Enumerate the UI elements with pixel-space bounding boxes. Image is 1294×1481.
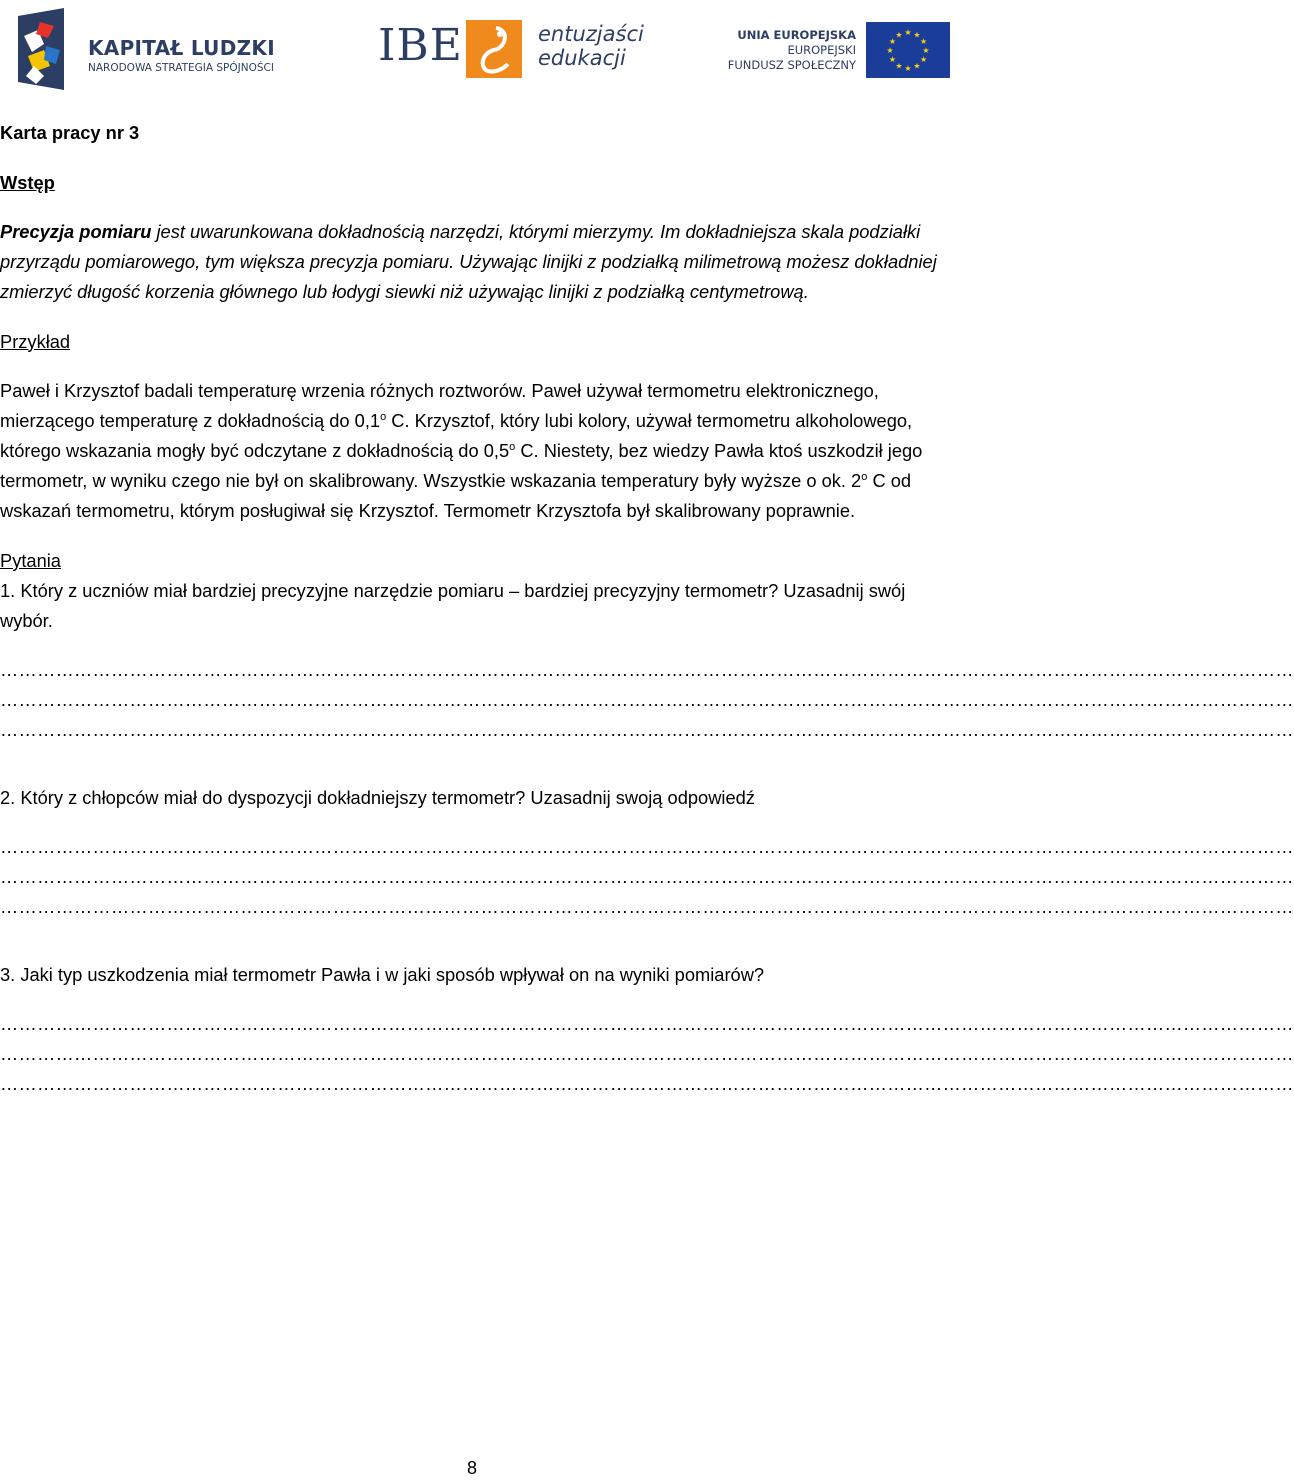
eu-star-icon: ★ [904, 28, 912, 37]
questions-heading: Pytania [0, 549, 61, 571]
ibe-abbreviation: IBE [378, 20, 463, 71]
eu-star-icon: ★ [888, 37, 896, 46]
logo-bar [0, 0, 960, 100]
intro-paragraph [0, 217, 940, 307]
eu-star-icon: ★ [888, 55, 896, 64]
eu-star-icon: ★ [913, 30, 921, 40]
worksheet-content [0, 118, 1294, 1099]
eu-stars-icon [866, 22, 950, 78]
worksheet-title: Karta pracy nr 3 [0, 122, 140, 143]
example-paragraph [0, 376, 940, 526]
answer-line[interactable]: ………………………………………………………………………………………………………………………………………………………………………………………… [0, 1043, 1294, 1064]
eu-star-icon: ★ [913, 61, 921, 71]
kapital-ludzki-emblem-icon [14, 6, 74, 94]
eu-line-1: UNIA EUROPEJSKA [737, 28, 856, 42]
question-1: 1. Który z uczniów miał bardziej precyzyjne narzędzie pomiaru – bardziej precyzyjny termometr? Uzasadnij swój wybór. [0, 579, 906, 631]
answer-line[interactable]: ………………………………………………………………………………………………………………………………………………………………………………………… [0, 1073, 1294, 1094]
kapital-ludzki-title: KAPITAŁ LUDZKI [88, 36, 275, 60]
ibe-orange-square [466, 20, 522, 78]
eu-star-icon: ★ [922, 46, 930, 55]
eu-star-icon: ★ [904, 64, 912, 73]
eu-star-icon: ★ [895, 61, 903, 71]
eu-line-3: FUNDUSZ SPOŁECZNY [727, 58, 856, 72]
example-heading: Przykład [0, 330, 71, 352]
example-text-part-3: C. Niestety, bez wiedzy Pawła ktoś uszkodził jego termometr, w wyniku czego nie był on skalibrowany. Wszystkie wskazania temperatury były wyższe o ok. 2 [0, 440, 923, 491]
eu-logo [727, 22, 950, 80]
example-text-part-4: C od wskazań termometru, którym posługiwał się Krzysztof. Termometr Krzysztofa był skalibrowany poprawnie. [0, 470, 912, 521]
kapital-ludzki-logo [14, 6, 276, 94]
ibe-name-line1: entuzjaści [538, 22, 644, 46]
degree-mark: o [509, 440, 516, 453]
example-text-part-1: Paweł i Krzysztof badali temperaturę wrzenia różnych roztworów. Paweł używał termometru elektronicznego, mierzącego temperaturę z dokładnością do 0,1 [0, 380, 879, 431]
degree-mark: o [380, 410, 387, 423]
degree-mark: o [861, 470, 868, 483]
ibe-name-line2: edukacji [538, 46, 626, 70]
question-3: 3. Jaki typ uszkodzenia miał termometr Pawła i w jaki sposób wpływał on na wyniki pomiarów? [0, 963, 765, 985]
answer-line[interactable]: ………………………………………………………………………………………………………………………………………………………………………………………… [0, 1013, 1294, 1034]
eu-flag-icon [866, 22, 950, 78]
answer-line[interactable]: ………………………………………………………………………………………………………………………………………………………………………………………… [0, 866, 1294, 887]
eu-line-2: EUROPEJSKI [787, 43, 856, 57]
intro-term: Precyzja pomiaru [0, 221, 152, 242]
answer-line[interactable]: ………………………………………………………………………………………………………………………………………………………………………………………… [0, 659, 1294, 680]
question-2: 2. Który z chłopców miał do dyspozycji dokładniejszy termometr? Uzasadnij swoją odpowiedź [0, 786, 755, 808]
intro-text: jest uwarunkowana dokładnością narzędzi, którymi mierzymy. Im dokładniejsza skala podziałki przyrządu pomiarowego, tym większa precyzja pomiaru. Używając linijki z podziałką milimetrową możesz dokładniej zmierzyć długość korzenia głównego lub łodygi siewki niż używając linijki z podziałką centymetrową. [0, 221, 937, 302]
page-number: 8 [466, 1458, 477, 1478]
answer-line[interactable]: ………………………………………………………………………………………………………………………………………………………………………………………… [0, 719, 1294, 740]
answer-line[interactable]: ………………………………………………………………………………………………………………………………………………………………………………………… [0, 896, 1294, 917]
ibe-e-swirl-icon [466, 20, 522, 78]
kapital-ludzki-subtitle: NARODOWA STRATEGIA SPÓJNOŚCI [88, 62, 274, 74]
ibe-logo [378, 16, 644, 82]
example-text-part-2: C. Krzysztof, który lubi kolory, używał termometru alkoholowego, którego wskazania mogły być odczytane z dokładnością do 0,5 [0, 410, 913, 461]
answer-line[interactable]: ………………………………………………………………………………………………………………………………………………………………………………………… [0, 836, 1294, 857]
eu-star-icon: ★ [886, 46, 894, 55]
eu-star-icon: ★ [920, 55, 928, 64]
eu-star-icon: ★ [895, 30, 903, 40]
intro-heading: Wstęp [0, 171, 55, 193]
eu-star-icon: ★ [920, 37, 928, 46]
answer-line[interactable]: ………………………………………………………………………………………………………………………………………………………………………………………… [0, 689, 1294, 710]
